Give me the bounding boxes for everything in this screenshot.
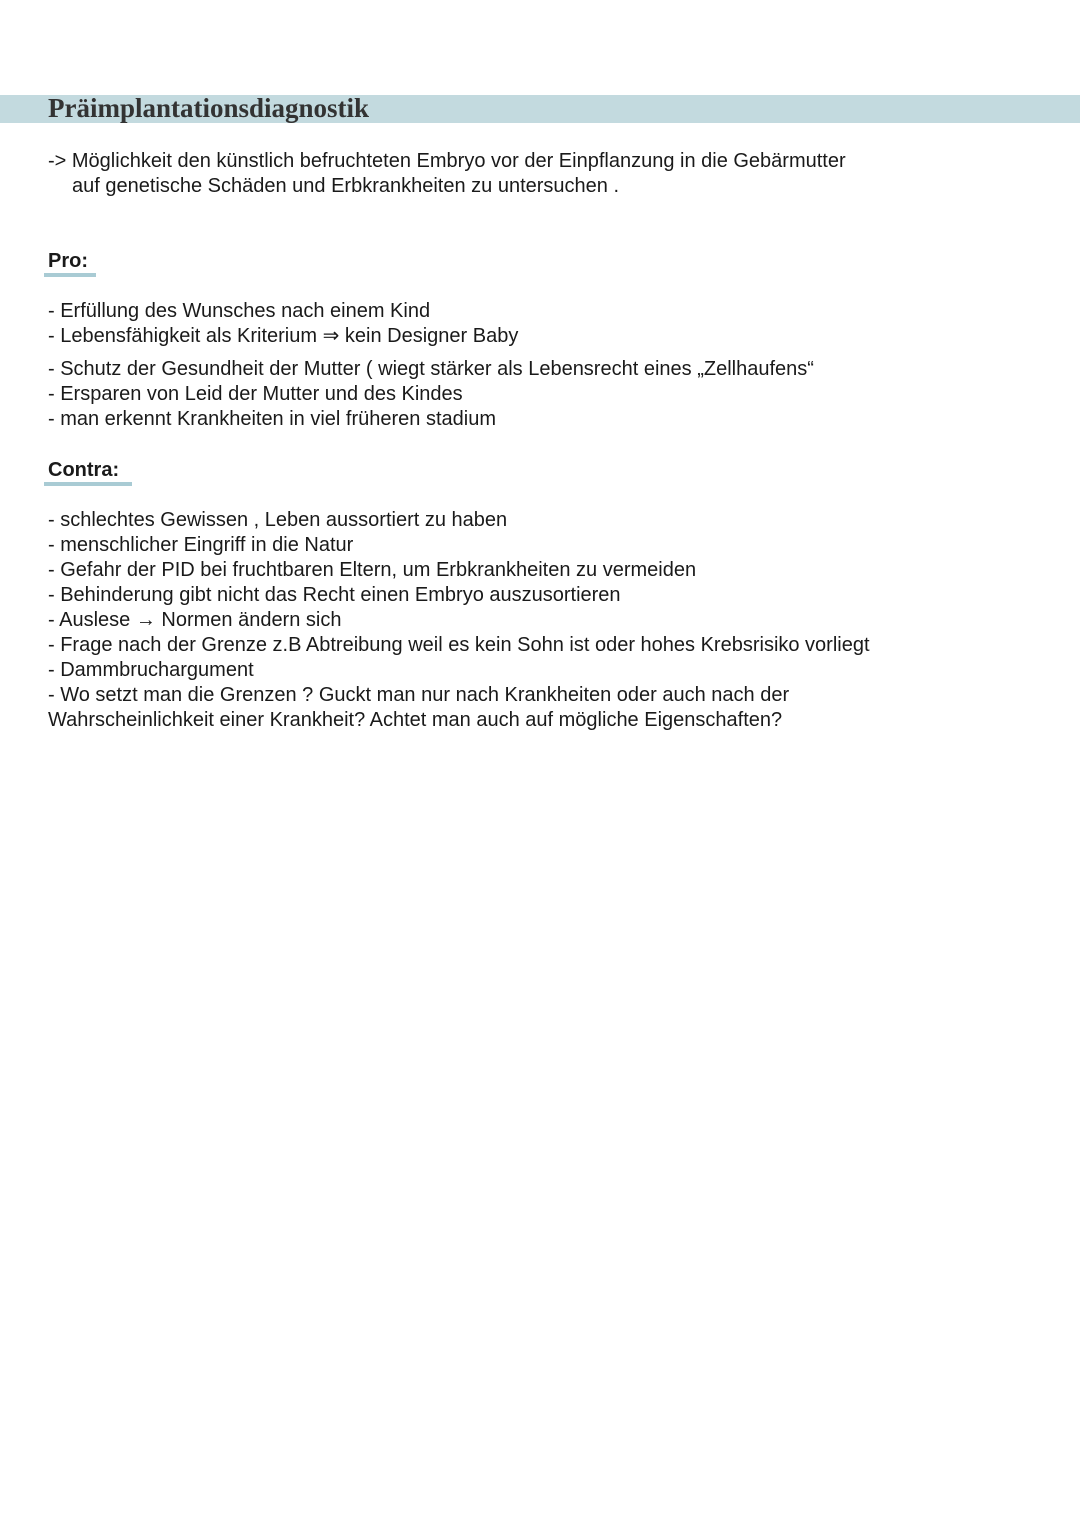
contra-item: - Dammbruchargument (48, 659, 254, 681)
intro-paragraph (48, 149, 1038, 199)
contra-heading-underline (44, 482, 132, 486)
pro-heading: Pro: (48, 250, 88, 272)
pro-list (48, 299, 1048, 432)
contra-list (48, 508, 1048, 733)
pro-item: - Erfüllung des Wunsches nach einem Kind (48, 300, 431, 322)
page-title: Präimplantationsdiagnostik (48, 93, 370, 123)
contra-heading: Contra: (48, 459, 120, 481)
pro-item: - Lebensfähigkeit als Kriterium ⇒ kein Designer Baby (48, 325, 519, 347)
contra-item: - schlechtes Gewissen , Leben aussortiert zu haben (48, 509, 508, 531)
pro-item: - man erkennt Krankheiten in viel früheren stadium (48, 408, 497, 430)
pro-heading-underline (44, 273, 96, 277)
contra-item: - Wo setzt man die Grenzen ? Guckt man nur nach Krankheiten oder auch nach der Wahrscheinlichkeit einer Krankheit? Achtet man auch auf mögliche Eigenschaften? (48, 684, 790, 731)
contra-item: - Behinderung gibt nicht das Recht einen Embryo auszusortieren (48, 584, 621, 606)
contra-item: - Auslese → Normen ändern sich (48, 609, 342, 631)
intro-line-2: auf genetische Schäden und Erbkrankheiten zu untersuchen . (72, 175, 620, 197)
contra-item: - Gefahr der PID bei fruchtbaren Eltern, um Erbkrankheiten zu vermeiden (48, 559, 697, 581)
contra-item: - menschlicher Eingriff in die Natur (48, 534, 354, 556)
pro-item: - Ersparen von Leid der Mutter und des Kindes (48, 383, 463, 405)
intro-line-1: -> Möglichkeit den künstlich befruchteten Embryo vor der Einpflanzung in die Gebärmutter (48, 150, 846, 172)
contra-item: - Frage nach der Grenze z.B Abtreibung weil es kein Sohn ist oder hohes Krebsrisiko vorliegt (48, 634, 870, 656)
pro-item: - Schutz der Gesundheit der Mutter ( wiegt stärker als Lebensrecht eines „Zellhaufens“ (48, 358, 814, 380)
